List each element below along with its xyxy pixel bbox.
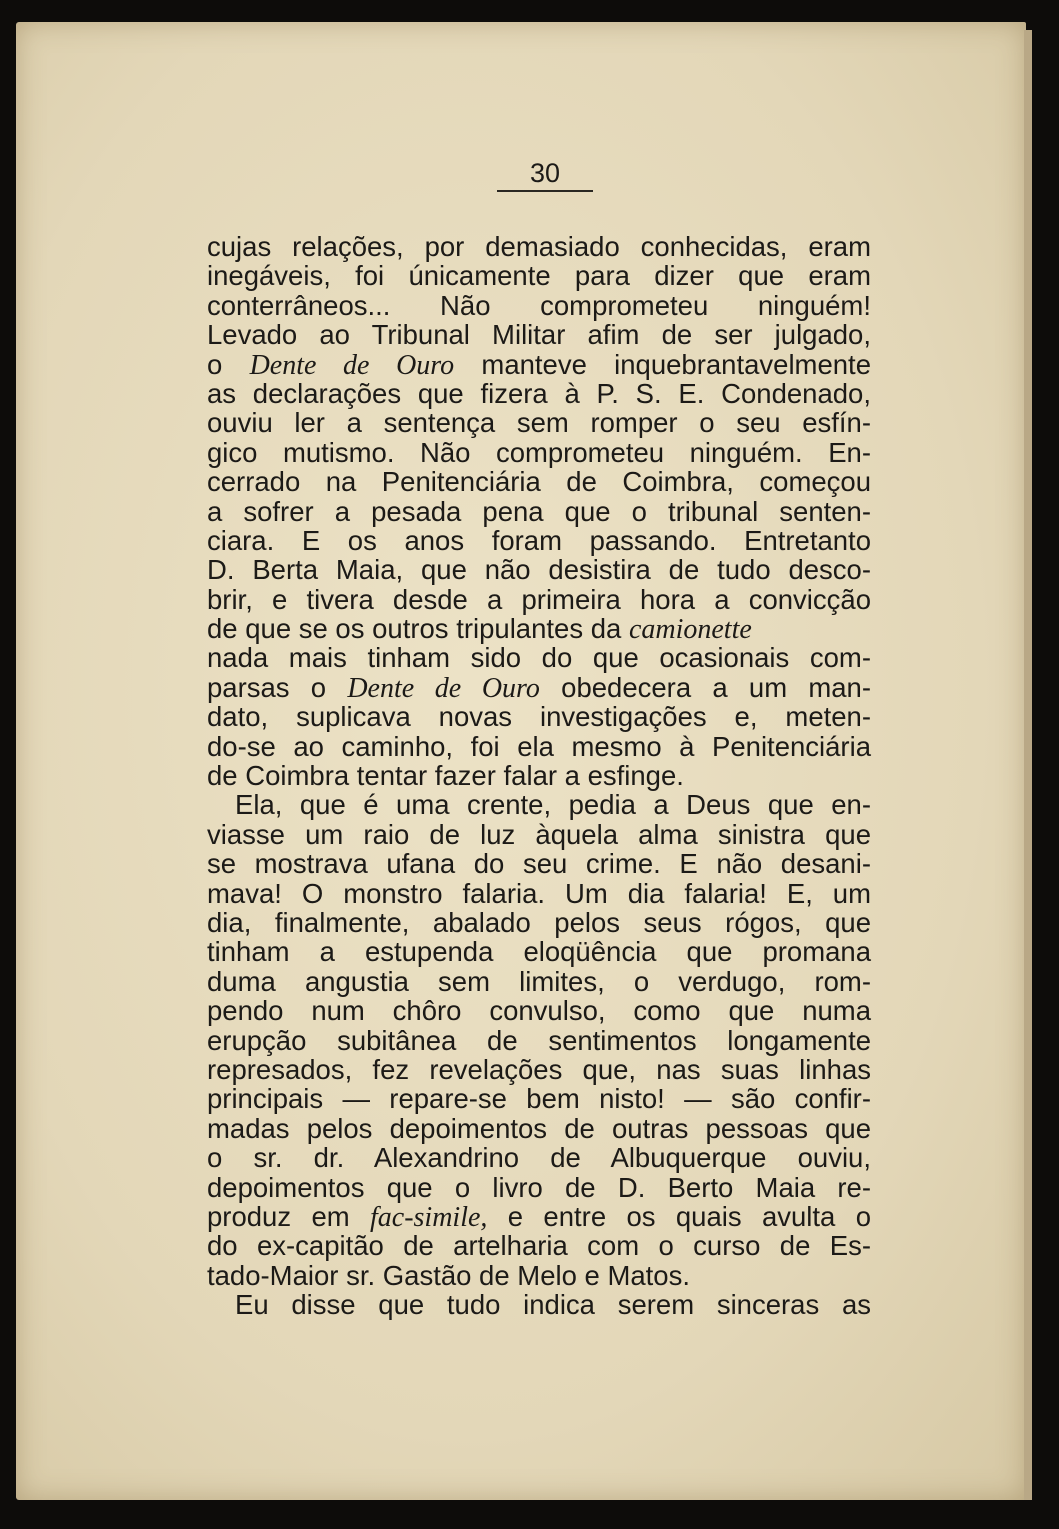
text-segment: e entre os quais avulta o xyxy=(487,1200,871,1232)
text-line: madas pelos depoimentos de outras pessoas que xyxy=(207,1112,871,1144)
italic-title: Dente de Ouro xyxy=(249,349,455,381)
text-segment: o xyxy=(207,348,250,380)
text-segment: produz em xyxy=(207,1200,370,1232)
text-line: gico mutismo. Não comprometeu ninguém. En- xyxy=(207,436,871,468)
page-edge xyxy=(1024,30,1032,1500)
page-number: 30 xyxy=(529,158,561,188)
text-line: ciara. E os anos foram passando. Entretanto xyxy=(207,524,871,556)
body-text xyxy=(207,232,871,1319)
text-line: pendo num chôro convulso, como que numa xyxy=(207,995,871,1027)
text-line: o sr. dr. Alexandrino de Albuquerque ouviu, xyxy=(207,1142,871,1174)
italic-title: fac-simile, xyxy=(370,1201,488,1233)
text-line: conterrâneos... Não comprometeu ninguém! xyxy=(207,289,871,321)
italic-title: camionette xyxy=(628,614,752,646)
text-segment: parsas o xyxy=(207,671,348,703)
text-segment: manteve inquebrantavelmente xyxy=(454,348,871,380)
text-line: a sofrer a pesada pena que o tribunal senten- xyxy=(207,495,871,527)
text-line: dia, finalmente, abalado pelos seus rógos, que xyxy=(207,906,871,938)
text-line: cerrado na Penitenciária de Coimbra, começou xyxy=(207,466,871,498)
text-line: nada mais tinham sido do que ocasionais com- xyxy=(207,642,871,674)
text-line: ouviu ler a sentença sem romper o seu esfín- xyxy=(207,407,871,439)
text-line: Ela, que é uma crente, pedia a Deus que en- xyxy=(235,789,871,821)
text-line xyxy=(207,613,871,646)
text-line: Levado ao Tribunal Militar afim de ser julgado, xyxy=(207,319,871,351)
text-line: inegáveis, foi únicamente para dizer que eram xyxy=(207,260,871,292)
text-line: brir, e tivera desde a primeira hora a convicção xyxy=(207,583,871,615)
text-line: de Coimbra tentar fazer falar a esfinge. xyxy=(207,760,684,792)
text-line xyxy=(207,1202,871,1231)
text-line: duma angustia sem limites, o verdugo, rom- xyxy=(207,965,871,997)
text-line: represados, fez revelações que, nas suas linhas xyxy=(207,1053,871,1085)
text-line: se mostrava ufana do seu crime. E não desani- xyxy=(207,848,871,880)
text-line: depoimentos que o livro de D. Berto Maia re- xyxy=(207,1171,871,1203)
text-line: viasse um raio de luz àquela alma sinistra que xyxy=(207,818,871,850)
text-segment: de que se os outros tripulantes da xyxy=(207,613,629,645)
text-line: cujas relações, por demasiado conhecidas, eram xyxy=(207,231,871,262)
text-line: tado-Maior sr. Gastão de Melo e Matos. xyxy=(207,1259,690,1291)
italic-title: Dente de Ouro xyxy=(347,672,540,704)
text-line: dato, suplicava novas investigações e, meten- xyxy=(207,701,871,733)
text-line: do ex-capitão de artelharia com o curso de Es- xyxy=(207,1230,871,1262)
text-line: as declarações que fizera à P. S. E. Condenado, xyxy=(207,377,871,409)
text-line: do-se ao caminho, foi ela mesmo à Penitenciária xyxy=(207,730,871,762)
text-line: mava! O monstro falaria. Um dia falaria! E, um xyxy=(207,877,871,909)
text-line: D. Berta Maia, que não desistira de tudo desco- xyxy=(207,554,871,586)
text-line: tinham a estupenda eloqüência que promana xyxy=(207,936,871,968)
text-segment: obedecera a um man- xyxy=(539,671,871,703)
text-line: erupção subitânea de sentimentos longamente xyxy=(207,1024,871,1056)
text-line: principais — repare-se bem nisto! — são confir- xyxy=(207,1083,871,1115)
text-line: Eu disse que tudo indica serem sinceras as xyxy=(235,1289,871,1321)
text-line xyxy=(207,350,871,379)
page-number-rule xyxy=(497,190,593,192)
text-line xyxy=(207,673,871,702)
